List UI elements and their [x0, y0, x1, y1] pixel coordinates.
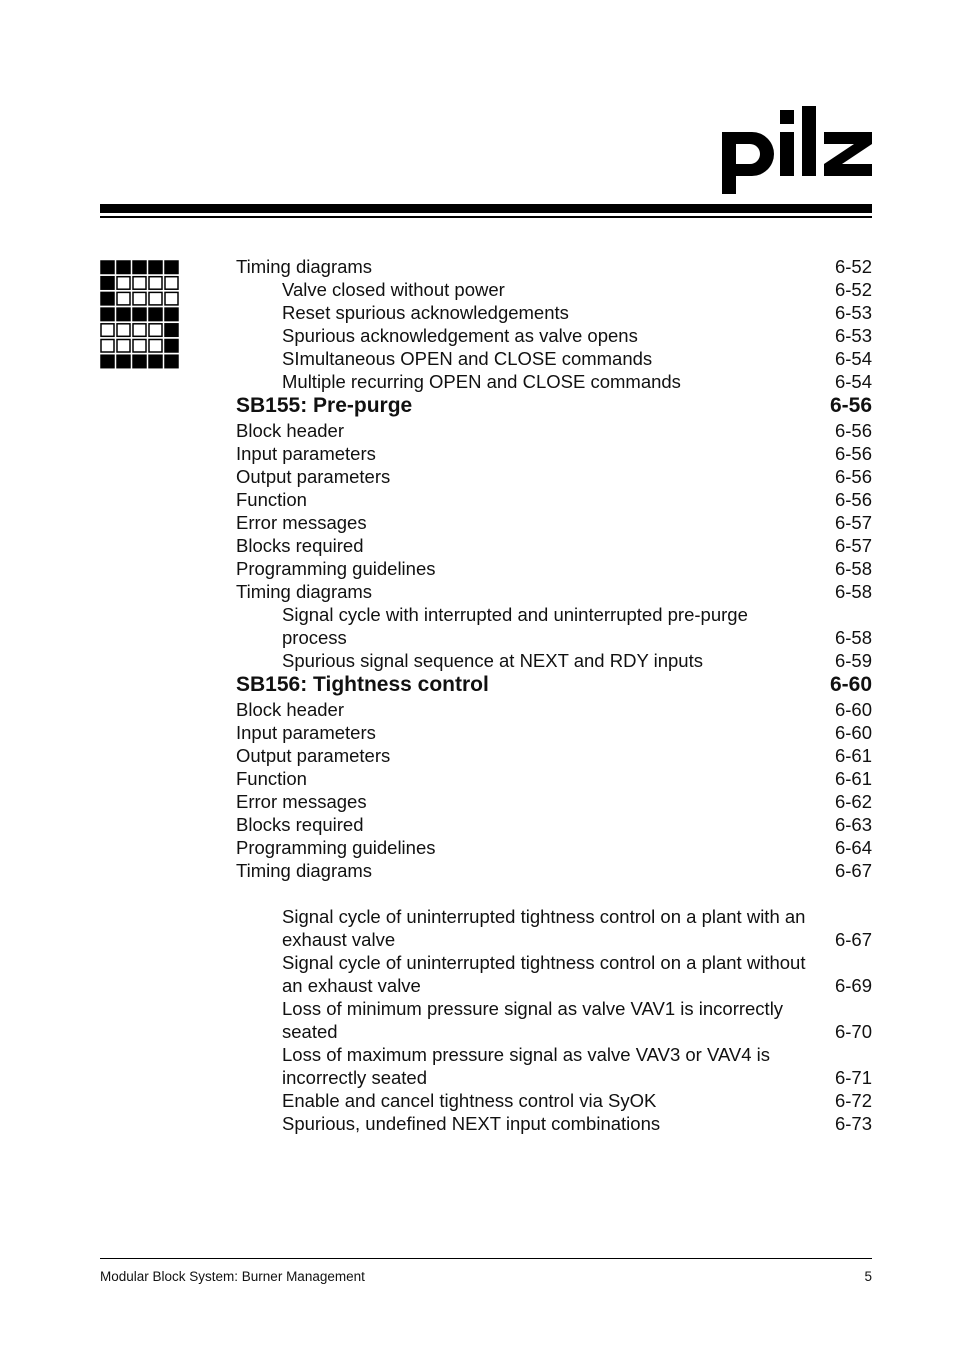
toc-entry-title: Timing diagrams [236, 581, 373, 602]
grid-cell [101, 277, 114, 290]
grid-cell [101, 340, 114, 353]
table-of-contents [236, 255, 872, 1135]
toc-section-heading [236, 393, 872, 419]
toc-entry-title: SImultaneous OPEN and CLOSE commands [282, 348, 653, 369]
footer-doc-title: Modular Block System: Burner Management [100, 1269, 365, 1284]
toc-entry [236, 836, 872, 859]
toc-entry-title: Function [236, 768, 307, 789]
toc-entry [236, 534, 872, 557]
toc-entry [236, 1066, 872, 1089]
toc-entry [236, 557, 872, 580]
toc-entry-page: 6-60 [829, 673, 872, 696]
toc-entry-page: 6-56 [829, 394, 872, 417]
toc-entry-title: process [282, 627, 347, 648]
toc-entry-title: Error messages [236, 512, 367, 533]
footer-rule [100, 1258, 872, 1259]
toc-entry-page: 6-71 [834, 1067, 872, 1088]
grid-cell [117, 308, 130, 321]
toc-entry [236, 698, 872, 721]
toc-entry-page: 6-56 [834, 420, 872, 441]
grid-cell [149, 355, 162, 368]
toc-entry [236, 928, 872, 951]
pilz-logo [722, 106, 874, 194]
toc-entry [236, 1089, 872, 1112]
toc-entry [236, 813, 872, 836]
toc-entry-title: SB155: Pre-purge [236, 394, 413, 417]
toc-entry-page: 6-72 [834, 1090, 872, 1111]
toc-entry-page: 6-56 [834, 443, 872, 464]
grid-cell [117, 277, 130, 290]
toc-entry [236, 859, 872, 882]
toc-entry-page: 6-58 [834, 581, 872, 602]
grid-cell [117, 324, 130, 337]
toc-entry-title: Block header [236, 699, 344, 720]
grid-cell [133, 355, 146, 368]
grid-cell [133, 308, 146, 321]
toc-entry-title: Signal cycle with interrupted and uninterrupted pre-purge [282, 604, 748, 625]
logo-text: pilz [722, 106, 724, 107]
toc-entry-title: Timing diagrams [236, 860, 373, 881]
grid-cell [165, 355, 178, 368]
toc-entry-title: Function [236, 489, 307, 510]
toc-entry-title: Reset spurious acknowledgements [282, 302, 569, 323]
toc-entry [236, 278, 872, 301]
toc-entry-page: 6-73 [834, 1113, 872, 1134]
grid-cell [165, 340, 178, 353]
toc-entry-title: Enable and cancel tightness control via SyOK [282, 1090, 657, 1111]
toc-entry [236, 370, 872, 393]
toc-entry-page: 6-53 [834, 325, 872, 346]
grid-cell [149, 292, 162, 305]
toc-entry [236, 744, 872, 767]
toc-entry-page: 6-67 [834, 929, 872, 950]
grid-cell [133, 292, 146, 305]
toc-entry-page: 6-57 [834, 535, 872, 556]
toc-entry [236, 721, 872, 744]
toc-entry [236, 1043, 872, 1066]
toc-entry-page: 6-54 [834, 348, 872, 369]
toc-entry [236, 301, 872, 324]
grid-cell [117, 355, 130, 368]
grid-cell [149, 340, 162, 353]
toc-entry-page: 6-61 [834, 745, 872, 766]
toc-entry-page: 6-56 [834, 489, 872, 510]
toc-entry-page: 6-56 [834, 466, 872, 487]
toc-entry-page: 6-70 [834, 1021, 872, 1042]
grid-cell [133, 324, 146, 337]
toc-entry-page: 6-59 [834, 650, 872, 671]
grid-cell [149, 324, 162, 337]
toc-entry-title: an exhaust valve [282, 975, 421, 996]
toc-section-heading [236, 672, 872, 698]
toc-entry [236, 419, 872, 442]
grid-cell [101, 308, 114, 321]
toc-entry-title: Spurious signal sequence at NEXT and RDY inputs [282, 650, 703, 671]
toc-entry-title: SB156: Tightness control [236, 673, 489, 696]
toc-entry [236, 603, 872, 626]
grid-cell [133, 340, 146, 353]
toc-entry-title: Multiple recurring OPEN and CLOSE commands [282, 371, 681, 392]
toc-entry-title: Blocks required [236, 535, 364, 556]
toc-entry-title: Input parameters [236, 722, 376, 743]
toc-entry-title: Timing diagrams [236, 256, 373, 277]
toc-entry-page: 6-62 [834, 791, 872, 812]
footer-page-number: 5 [864, 1269, 872, 1284]
toc-entry-title: Input parameters [236, 443, 376, 464]
toc-entry-page: 6-67 [834, 860, 872, 881]
toc-entry [236, 997, 872, 1020]
grid-cell [117, 340, 130, 353]
toc-entry [236, 951, 872, 974]
toc-entry-page: 6-60 [834, 699, 872, 720]
grid-cell [101, 292, 114, 305]
toc-entry [236, 905, 872, 928]
toc-entry-title: Programming guidelines [236, 837, 436, 858]
toc-entry-page: 6-53 [834, 302, 872, 323]
toc-entry [236, 442, 872, 465]
toc-entry-title: Output parameters [236, 745, 391, 766]
toc-entry-title: Error messages [236, 791, 367, 812]
toc-entry [236, 974, 872, 997]
toc-entry-page: 6-54 [834, 371, 872, 392]
toc-entry [236, 790, 872, 813]
grid-cell [101, 355, 114, 368]
grid-cell [101, 261, 114, 274]
header-rule-thin [100, 216, 872, 218]
toc-entry [236, 255, 872, 278]
toc-entry [236, 580, 872, 603]
grid-cell [165, 324, 178, 337]
toc-entry-page: 6-52 [834, 279, 872, 300]
toc-entry-page: 6-63 [834, 814, 872, 835]
grid-cell [165, 292, 178, 305]
toc-entry [236, 511, 872, 534]
toc-entry-title: Blocks required [236, 814, 364, 835]
grid-cell [149, 277, 162, 290]
toc-entry-title: seated [282, 1021, 338, 1042]
grid-cell [165, 277, 178, 290]
toc-entry [236, 1020, 872, 1043]
toc-entry-title: Loss of minimum pressure signal as valve VAV1 is incorrectly [282, 998, 784, 1019]
toc-entry-title: Signal cycle of uninterrupted tightness control on a plant with an [282, 906, 806, 927]
toc-entry-title: Spurious acknowledgement as valve opens [282, 325, 638, 346]
toc-entry-page: 6-57 [834, 512, 872, 533]
toc-entry [236, 324, 872, 347]
header-rule [100, 204, 872, 213]
toc-entry-page: 6-69 [834, 975, 872, 996]
grid-cell [101, 324, 114, 337]
grid-cell [133, 277, 146, 290]
toc-entry [236, 488, 872, 511]
grid-cell [165, 261, 178, 274]
toc-entry-title: incorrectly seated [282, 1067, 427, 1088]
toc-entry-title: Signal cycle of uninterrupted tightness control on a plant without [282, 952, 806, 973]
toc-entry-title: exhaust valve [282, 929, 396, 950]
toc-entry-page: 6-61 [834, 768, 872, 789]
grid-cell [165, 308, 178, 321]
toc-entry-page: 6-60 [834, 722, 872, 743]
grid-cell [117, 261, 130, 274]
block-grid-icon [100, 260, 180, 370]
grid-cell [117, 292, 130, 305]
toc-entry [236, 347, 872, 370]
toc-entry-page: 6-64 [834, 837, 872, 858]
toc-entry [236, 767, 872, 790]
toc-entry-title: Loss of maximum pressure signal as valve VAV3 or VAV4 is [282, 1044, 771, 1065]
toc-entry-page: 6-58 [834, 558, 872, 579]
toc-entry-title: Output parameters [236, 466, 391, 487]
toc-entry [236, 649, 872, 672]
toc-entry-title: Spurious, undefined NEXT input combinations [282, 1113, 661, 1134]
toc-entry [236, 626, 872, 649]
toc-entry-title: Programming guidelines [236, 558, 436, 579]
toc-entry-page: 6-58 [834, 627, 872, 648]
toc-entry-title: Valve closed without power [282, 279, 505, 300]
grid-cell [149, 308, 162, 321]
grid-cell [133, 261, 146, 274]
toc-entry-page: 6-52 [834, 256, 872, 277]
grid-cell [149, 261, 162, 274]
toc-entry [236, 1112, 872, 1135]
toc-entry [236, 465, 872, 488]
toc-entry-title: Block header [236, 420, 344, 441]
